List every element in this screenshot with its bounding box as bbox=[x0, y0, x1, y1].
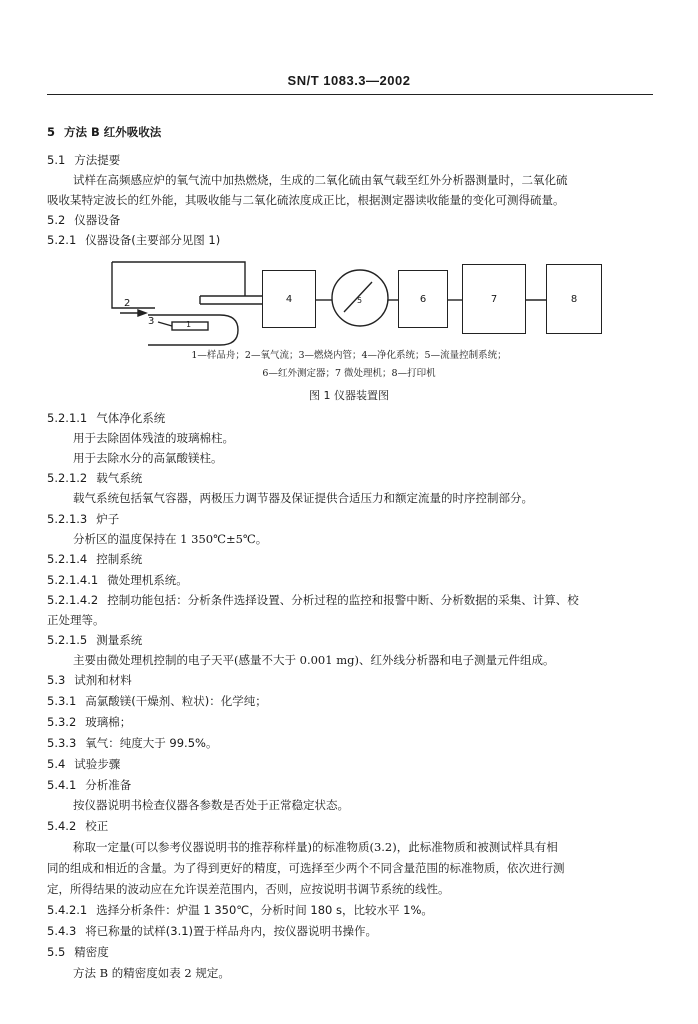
section-5-3-heading bbox=[47, 672, 132, 688]
section-5-3-2-heading bbox=[47, 714, 131, 730]
section-title: 精密度 bbox=[74, 945, 109, 959]
section-title: 校正 bbox=[85, 819, 109, 833]
section-title: 仪器设备(主要部分见图 1) bbox=[85, 233, 221, 247]
section-title: 将已称量的试样(3.1)置于样品舟内，按仪器说明书操作。 bbox=[85, 924, 378, 938]
paragraph-line: 分析区的温度保持在 1 350℃±5℃。 bbox=[73, 532, 268, 546]
paragraph-line: 称取一定量(可以参考仪器说明书的推荐称样量)的标准物质(3.2)，此标准物质和被测试样具有相 bbox=[73, 840, 558, 854]
section-number: 5.4.3 bbox=[47, 924, 77, 938]
section-number: 5.3.3 bbox=[47, 736, 77, 750]
paragraph-line: 同的组成和相近的含量。为了得到更好的精度，可选择至少两个不同含量范围的标准物质，依次进行测 bbox=[47, 861, 565, 875]
section-number: 5.4.2.1 bbox=[47, 903, 88, 917]
section-5-2-1-2-heading bbox=[47, 470, 142, 486]
section-title: 玻璃棉； bbox=[85, 715, 132, 729]
oxygen-flow-label: 2 bbox=[124, 298, 131, 309]
figure-legend-line: 1—样品舟；2—氧气流；3—燃烧内管；4—净化系统；5—流量控制系统； bbox=[191, 350, 507, 361]
section-number: 5.2.1.4.1 bbox=[47, 573, 99, 587]
section-title: 高氯酸镁(干燥剂、粒状)：化学纯； bbox=[85, 694, 267, 708]
paragraph-line: 按仪器说明书检查仪器各参数是否处于正常稳定状态。 bbox=[73, 798, 349, 812]
section-title: 气体净化系统 bbox=[96, 411, 166, 425]
section-title: 微处理机系统。 bbox=[107, 573, 188, 587]
section-title: 方法提要 bbox=[74, 153, 121, 167]
section-5-4-1-heading bbox=[47, 777, 131, 793]
section-number: 5.2.1.4.2 bbox=[47, 593, 99, 607]
section-number: 5.1 bbox=[47, 153, 66, 167]
box-label: 6 bbox=[419, 293, 427, 305]
section-title: 测量系统 bbox=[96, 633, 143, 647]
section-text: 控制功能包括：分析条件选择设置、分析过程的监控和报警中断、分析数据的采集、计算、校 bbox=[107, 593, 579, 607]
section-5-4-3-heading bbox=[47, 923, 377, 939]
section-title: 选择分析条件：炉温 1 350℃，分析时间 180 s，比较水平 1%。 bbox=[96, 903, 433, 917]
apparatus-diagram bbox=[0, 0, 698, 380]
section-title: 载气系统 bbox=[96, 471, 143, 485]
section-5-2-1-4-2-heading bbox=[47, 592, 579, 608]
inner-tube-label: 3 bbox=[148, 316, 155, 327]
paragraph-line: 用于去除水分的高氯酸镁柱。 bbox=[73, 451, 223, 465]
figure-legend-line: 6—红外测定器；7 微处理机；8—打印机 bbox=[262, 368, 436, 379]
box-label: 7 bbox=[490, 293, 498, 305]
paragraph-line: 用于去除固体残渣的玻璃棉柱。 bbox=[73, 431, 234, 445]
section-number: 5.2.1.4 bbox=[47, 552, 88, 566]
section-title: 方法 B 红外吸收法 bbox=[64, 125, 162, 139]
figure-caption: 图 1 仪器装置图 bbox=[309, 389, 389, 402]
paragraph-line: 方法 B 的精密度如表 2 规定。 bbox=[73, 966, 230, 980]
section-5-3-3-heading bbox=[47, 735, 217, 751]
section-title: 仪器设备 bbox=[74, 213, 121, 227]
section-5-4-heading bbox=[47, 756, 120, 772]
box-label: 4 bbox=[285, 293, 293, 305]
box-label: 8 bbox=[570, 293, 578, 305]
section-5-2-1-3-heading bbox=[47, 511, 119, 527]
furnace-outline bbox=[112, 262, 155, 308]
section-5-5-heading bbox=[47, 944, 109, 960]
paragraph-line: 主要由微处理机控制的电子天平(感量不大于 0.001 mg)、红外线分析器和电子测量元件组成。 bbox=[73, 653, 555, 667]
section-5-4-2-heading bbox=[47, 818, 108, 834]
section-number: 5.2 bbox=[47, 213, 66, 227]
infrared-detector-box bbox=[398, 270, 448, 328]
section-number: 5.2.1.1 bbox=[47, 411, 88, 425]
section-title: 氧气：纯度大于 99.5%。 bbox=[85, 736, 218, 750]
section-number: 5.2.1.5 bbox=[47, 633, 88, 647]
paragraph-line: 正处理等。 bbox=[47, 613, 105, 627]
furnace-top bbox=[112, 262, 245, 296]
section-title: 炉子 bbox=[96, 512, 120, 526]
section-title: 试验步骤 bbox=[74, 757, 121, 771]
standard-code-header: SN/T 1083.3—2002 bbox=[287, 73, 411, 88]
section-5-3-1-heading bbox=[47, 693, 267, 709]
flow-meter-label: 5 bbox=[357, 296, 363, 305]
section-5-2-1-4-1-heading bbox=[47, 572, 188, 588]
purification-system-box bbox=[262, 270, 316, 328]
section-number: 5.4.2 bbox=[47, 819, 77, 833]
section-number: 5.4.1 bbox=[47, 778, 77, 792]
section-title: 试剂和材料 bbox=[74, 673, 132, 687]
section-title: 分析准备 bbox=[85, 778, 132, 792]
section-5-2-1-1-heading bbox=[47, 410, 165, 426]
section-number: 5.3 bbox=[47, 673, 66, 687]
section-5-4-2-1-heading bbox=[47, 902, 433, 918]
section-number: 5.3.2 bbox=[47, 715, 77, 729]
section-title: 控制系统 bbox=[96, 552, 143, 566]
paragraph-line: 试样在高频感应炉的氧气流中加热燃烧，生成的二氧化硫由氧气载至红外分析器测量时，二氧化硫 bbox=[73, 173, 568, 187]
section-5-2-1-4-heading bbox=[47, 551, 142, 567]
section-number: 5.3.1 bbox=[47, 694, 77, 708]
section-number: 5.4 bbox=[47, 757, 66, 771]
section-number: 5 bbox=[47, 125, 56, 139]
paragraph-line: 载气系统包括氧气容器，两极压力调节器及保证提供合适压力和额定流量的时序控制部分。 bbox=[73, 491, 533, 505]
boat-label: 1 bbox=[186, 320, 192, 329]
printer-box bbox=[546, 264, 602, 334]
section-number: 5.2.1.3 bbox=[47, 512, 88, 526]
paragraph-line: 定，所得结果的波动应在允许误差范围内，否则，应按说明书调节系统的线性。 bbox=[47, 882, 450, 896]
section-number: 5.2.1.2 bbox=[47, 471, 88, 485]
microprocessor-box bbox=[462, 264, 526, 334]
paragraph-line: 吸收某特定波长的红外能，其吸收能与二氧化硫浓度成正比，根据测定器读收能量的变化可测得硫量。 bbox=[47, 193, 565, 207]
section-number: 5.5 bbox=[47, 945, 66, 959]
section-number: 5.2.1 bbox=[47, 233, 77, 247]
section-5-2-1-5-heading bbox=[47, 632, 142, 648]
